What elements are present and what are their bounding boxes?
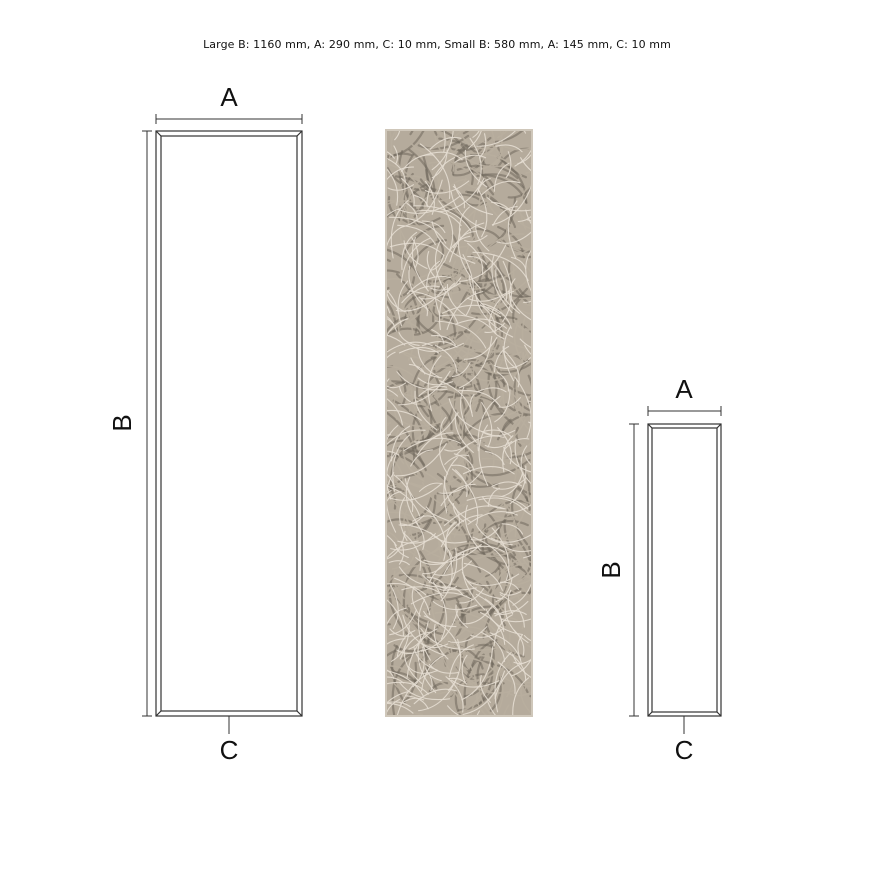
wood-wool-fiber xyxy=(341,624,390,653)
wood-wool-fiber xyxy=(367,406,387,409)
wood-wool-fiber xyxy=(527,553,578,565)
small-dimension-a-line xyxy=(648,406,721,416)
wood-wool-fiber xyxy=(453,103,459,131)
large-label-b: B xyxy=(107,414,137,432)
wood-wool-fiber xyxy=(344,366,392,402)
dimensions-caption: Large B: 1160 mm, A: 290 mm, C: 10 mm, Small B: 580 mm, A: 145 mm, C: 10 mm xyxy=(203,38,671,51)
wood-wool-fiber xyxy=(361,473,387,524)
wood-wool-fiber xyxy=(360,425,388,475)
small-label-a: A xyxy=(675,374,693,404)
small-label-b: B xyxy=(596,561,626,579)
wood-wool-fiber xyxy=(334,166,389,182)
wood-wool-panel-image xyxy=(334,81,580,761)
small-panel-outline xyxy=(648,424,721,716)
wood-wool-fiber xyxy=(370,351,387,366)
wood-wool-fiber xyxy=(531,160,575,168)
wood-wool-fiber xyxy=(529,419,560,425)
wood-wool-fiber xyxy=(531,185,581,213)
small-dimension-b-line xyxy=(629,424,639,716)
large-panel-outline xyxy=(156,131,302,716)
wood-wool-fiber xyxy=(530,194,559,239)
large-label-a: A xyxy=(220,82,238,112)
large-label-c: C xyxy=(219,735,239,765)
wood-wool-fiber xyxy=(526,497,576,520)
small-label-c: C xyxy=(674,735,694,765)
large-dimension-a-line xyxy=(156,114,302,124)
large-dimension-b-line xyxy=(142,131,152,716)
wood-wool-fiber xyxy=(484,716,508,728)
